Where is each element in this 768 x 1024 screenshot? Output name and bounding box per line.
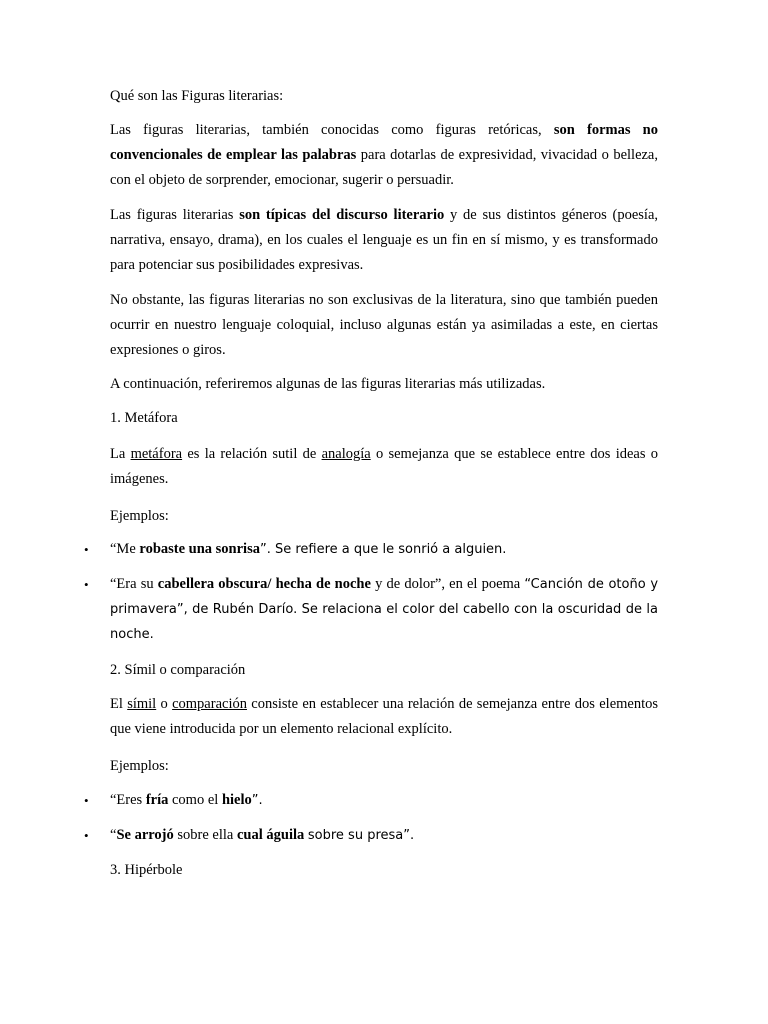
section-title-hiperbole: 3. Hipérbole bbox=[110, 862, 183, 878]
bullet-marker: • bbox=[84, 577, 89, 592]
s1-def-a: La bbox=[110, 446, 126, 462]
heading-text: Qué son las Figuras literarias: bbox=[110, 88, 284, 104]
term-simil: símil bbox=[127, 696, 157, 712]
term-comparacion: comparación bbox=[172, 696, 247, 712]
examples-label-2: Ejemplos: bbox=[110, 758, 169, 774]
bullet-marker: • bbox=[84, 828, 89, 843]
ex4-bold-2: cual águila bbox=[236, 827, 305, 843]
example-aguila bbox=[110, 823, 658, 848]
ex2-rest-serif: y de dolor”, en el poema bbox=[375, 576, 521, 592]
ex3-bold-1: fría bbox=[145, 792, 169, 808]
s2-def-a: El bbox=[110, 696, 123, 712]
bullet-marker: • bbox=[84, 542, 89, 557]
metafora-definition bbox=[110, 442, 658, 492]
term-analogia: analogía bbox=[321, 446, 371, 462]
s2-def-b: o bbox=[160, 696, 168, 712]
bullet-marker: • bbox=[84, 793, 89, 808]
example-robaste bbox=[110, 537, 658, 562]
example-fria bbox=[110, 788, 658, 813]
page-heading bbox=[110, 84, 658, 109]
ex3-bold-2: hielo bbox=[221, 792, 252, 808]
s1-def-b: es la relación sutil de bbox=[187, 446, 317, 462]
examples-label-1: Ejemplos: bbox=[110, 508, 169, 524]
ex2-bold: cabellera obscura/ hecha de noche bbox=[157, 576, 371, 592]
ex3-quote: “Eres bbox=[110, 792, 143, 808]
p2-text-a: Las figuras literarias bbox=[110, 207, 234, 223]
section-title-metafora: 1. Metáfora bbox=[110, 410, 178, 426]
ex4-quote: “ bbox=[110, 827, 117, 843]
ex2-quote: “Era su bbox=[110, 576, 154, 592]
ex1-quote: “Me bbox=[110, 541, 136, 557]
paragraph-intro bbox=[110, 118, 658, 193]
ex3-mid: como el bbox=[172, 792, 219, 808]
ex4-mid: sobre ella bbox=[177, 827, 234, 843]
example-cabellera bbox=[110, 572, 658, 647]
paragraph-discourse bbox=[110, 203, 658, 278]
p2-text-c: y de sus distintos géneros (poesía, narrativa, ensayo, drama), en los cuales el lenguaje es un fin en sí mismo, y es transformado para potenciar sus posibilidades expresivas. bbox=[110, 207, 659, 273]
paragraph-colloquial: No obstante, las figuras literarias no son exclusivas de la literatura, sino que también pueden ocurrir en nuestro lenguaje coloquial, incluso algunas están ya asimiladas a este, en ciertas expresiones o giros. bbox=[110, 292, 658, 358]
simil-definition bbox=[110, 692, 658, 742]
p2-bold: son típicas del discurso literario bbox=[239, 207, 445, 223]
p1-text-a: Las figuras literarias, también conocidas como figuras retóricas, bbox=[110, 122, 542, 138]
s1-def-c: o semejanza que se establece entre dos ideas o imágenes. bbox=[110, 446, 659, 487]
ex3-end: ”. bbox=[251, 793, 263, 808]
p1-bold: son formas no convencionales de emplear las palabras bbox=[110, 122, 658, 163]
section-title-simil: 2. Símil o comparación bbox=[110, 662, 246, 678]
p1-text-c: para dotarlas de expresividad, vivacidad o belleza, con el objeto de sorprender, emocionar, sugerir o persuadir. bbox=[110, 147, 658, 188]
paragraph-continuation: A continuación, referiremos algunas de las figuras literarias más utilizadas. bbox=[110, 376, 546, 392]
ex4-bold-1: Se arrojó bbox=[116, 827, 174, 843]
ex1-rest: ”. Se refiere a que le sonrió a alguien. bbox=[259, 542, 507, 557]
ex4-end: sobre su presa”. bbox=[307, 828, 415, 843]
term-metafora: metáfora bbox=[130, 446, 183, 462]
s2-def-c: consiste en establecer una relación de semejanza entre dos elementos que viene introducida por un elemento relacional explícito. bbox=[110, 696, 659, 737]
ex1-bold: robaste una sonrisa bbox=[139, 541, 260, 557]
ex2-rest: “Canción de otoño y primavera”, de Rubén Darío. Se relaciona el color del cabello con la oscuridad de la noche. bbox=[110, 577, 659, 642]
